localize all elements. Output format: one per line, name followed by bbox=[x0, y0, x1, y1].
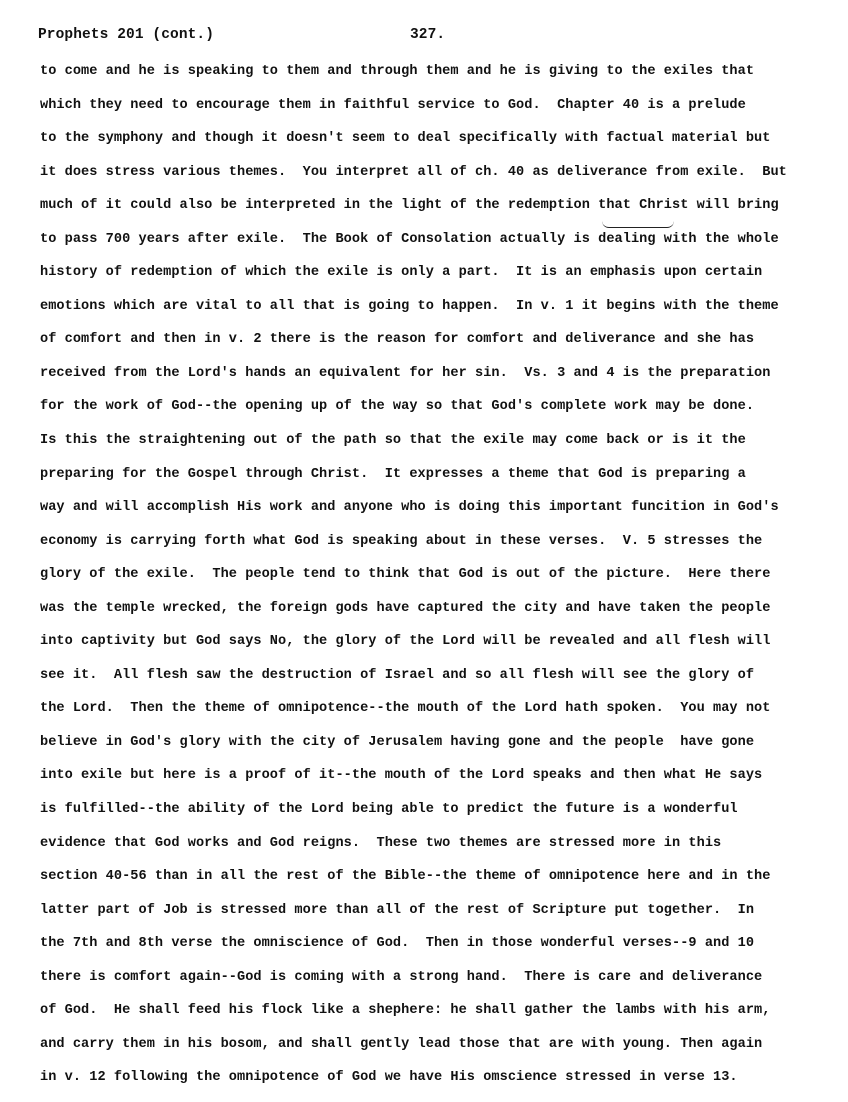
text-line: in v. 12 following the omnipotence of God we have His omscience stressed in verse 13. bbox=[40, 1070, 738, 1086]
text-line: the Lord. Then the theme of omnipotence--the mouth of the Lord hath spoken. You may not bbox=[40, 701, 771, 717]
text-line: see it. All flesh saw the destruction of Israel and so all flesh will see the glory of bbox=[40, 667, 755, 683]
text-line: evidence that God works and God reigns. These two themes are stressed more in this bbox=[40, 835, 722, 851]
text-line: which they need to encourage them in faithful service to God. Chapter 40 is a prelude bbox=[40, 97, 746, 113]
text-line: there is comfort again--God is coming with a strong hand. There is care and deliverance bbox=[40, 969, 763, 985]
text-line: it does stress various themes. You interpret all of ch. 40 as deliverance from exile. But bbox=[40, 164, 787, 180]
text-line: and carry them in his bosom, and shall gently lead those that are with young. Then again bbox=[40, 1036, 763, 1052]
text-line: to the symphony and though it doesn't seem to deal specifically with factual material but bbox=[40, 131, 771, 147]
text-line: way and will accomplish His work and anyone who is doing this important funcition in God's bbox=[40, 500, 779, 516]
page-header bbox=[38, 27, 810, 47]
text-line: of God. He shall feed his flock like a shephere: he shall gather the lambs with his arm, bbox=[40, 1003, 771, 1019]
text-line: of comfort and then in v. 2 there is the reason for comfort and deliverance and she has bbox=[40, 332, 755, 348]
text-line: to come and he is speaking to them and through them and he is giving to the exiles that bbox=[40, 64, 755, 79]
body-text bbox=[40, 60, 840, 1100]
text-line: glory of the exile. The people tend to think that God is out of the picture. Here there bbox=[40, 567, 771, 583]
page-number: 327. bbox=[410, 27, 446, 43]
text-line: Is this the straightening out of the path so that the exile may come back or is it the bbox=[40, 433, 746, 449]
text-line: latter part of Job is stressed more than all of the rest of Scripture put together. In bbox=[40, 902, 755, 918]
text-line: believe in God's glory with the city of Jerusalem having gone and the people have gone bbox=[40, 734, 755, 750]
text-line: for the work of God--the opening up of the way so that God's complete work may be done. bbox=[40, 399, 755, 415]
text-line: section 40-56 than in all the rest of the Bible--the theme of omnipotence here and in the bbox=[40, 869, 771, 885]
text-line: is fulfilled--the ability of the Lord being able to predict the future is a wonderful bbox=[40, 802, 738, 818]
header-title: Prophets 201 (cont.) bbox=[38, 27, 215, 43]
text-line: emotions which are vital to all that is going to happen. In v. 1 it begins with the theme bbox=[40, 298, 779, 314]
text-line: into exile but here is a proof of it--the mouth of the Lord speaks and then what He says bbox=[40, 768, 763, 784]
text-line: history of redemption of which the exile is only a part. It is an emphasis upon certain bbox=[40, 265, 763, 281]
text-line: received from the Lord's hands an equivalent for her sin. Vs. 3 and 4 is the preparation bbox=[40, 365, 771, 381]
text-line: into captivity but God says No, the glory of the Lord will be revealed and all flesh will bbox=[40, 634, 771, 650]
text-line: economy is carrying forth what God is speaking about in these verses. V. 5 stresses the bbox=[40, 533, 763, 549]
text-line: was the temple wrecked, the foreign gods have captured the city and have taken the people bbox=[40, 600, 771, 616]
text-line: to pass 700 years after exile. The Book of Consolation actually is dealing with the whole bbox=[40, 231, 779, 247]
text-line: much of it could also be interpreted in the light of the redemption that Christ will bring bbox=[40, 198, 779, 214]
text-line: the 7th and 8th verse the omniscience of God. Then in those wonderful verses--9 and 10 bbox=[40, 936, 755, 952]
text-line: preparing for the Gospel through Christ. It expresses a theme that God is preparing a bbox=[40, 466, 746, 482]
